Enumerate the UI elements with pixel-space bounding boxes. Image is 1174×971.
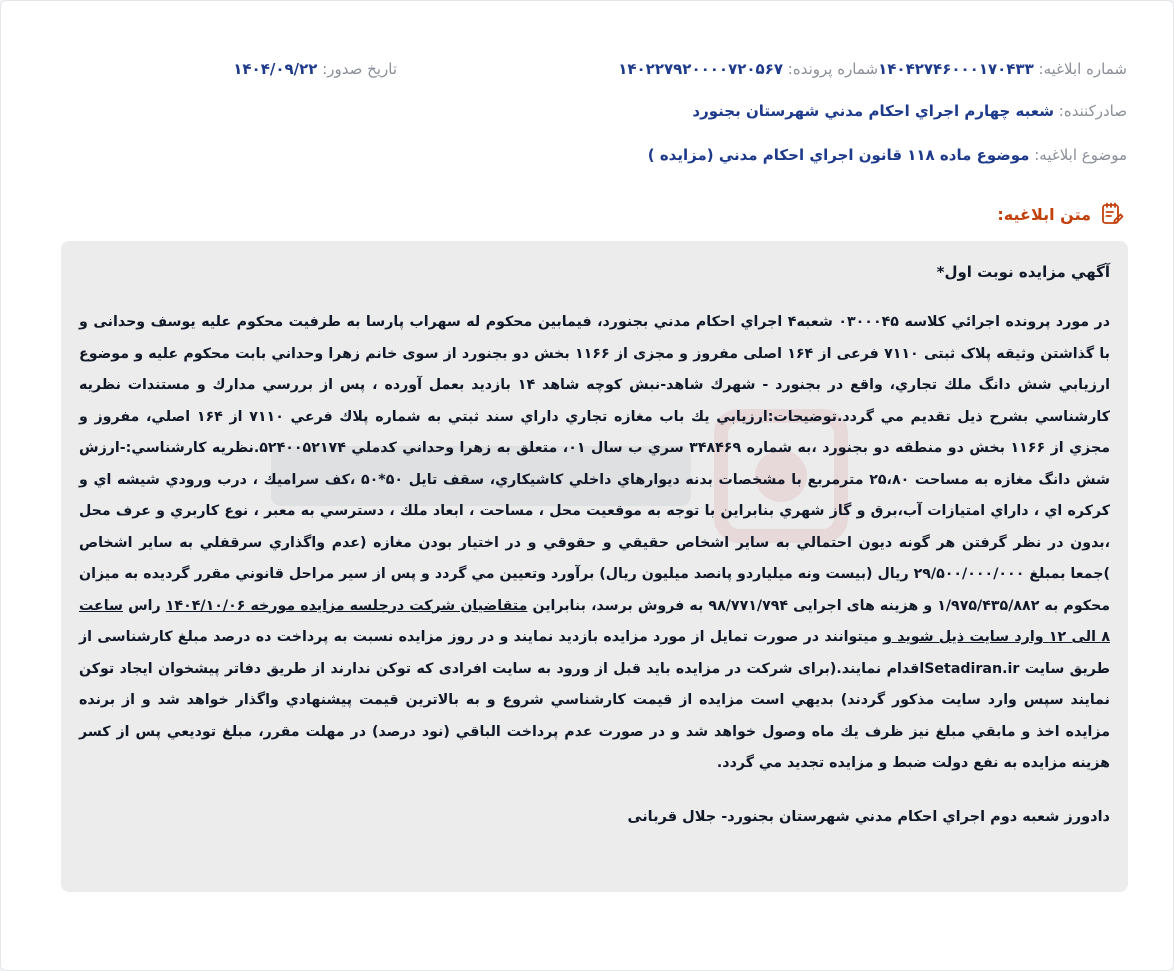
case-number xyxy=(618,57,878,81)
case-number-value: ۱۴۰۲۲۷۹۲۰۰۰۰۷۲۰۵۶۷ xyxy=(618,60,783,78)
notice-body-part-3: ميتوانند در صورت تمايل از مورد مزايده بازديد نمايند و در روز مزايده نسبت به پرداخت ده درصد مبلغ كارشناسی از طريق سايت Setadiran.irاقدام نمايند.(برای شركت در مزايده بايد قبل از ورود به سايت افرادی كه توكن ندارند از طريق دفاتر پيشخوان ايجاد توكن نمايند سپس وارد سايت مذكور گردند) بديهي است مزايده از قيمت كارشناسي شروع و به بالاترين قيمت پيشنهادي واگذار خواهد شد و از برنده مزايده اخذ و مابقي مبلغ نيز ظرف يك ماه وصول خواهد شد و در صورت عدم پرداخت الباقي (نود درصد) در مهلت مقرر، مبلغ توديعي پس از كسر هزينه مزايده به نفع دولت ضبط و مزايده تجديد مي گردد. xyxy=(79,629,1110,771)
notice-text-section-title xyxy=(997,201,1125,227)
issuer-label: صادرکننده: xyxy=(1058,102,1127,120)
subject-row xyxy=(648,143,1127,167)
notice-body xyxy=(79,307,1110,780)
section-title-label: متن ابلاغيه: xyxy=(997,204,1091,224)
document-edit-icon xyxy=(1099,201,1125,227)
notice-number-value: ۱۴۰۴۲۷۴۶۰۰۰۱۷۰۴۳۳ xyxy=(878,60,1034,78)
auction-time-underlined: ساعت ۸ الی ۱۲ وارد سايت ذيل شويد و xyxy=(79,597,1110,645)
issue-date-label: تاريخ صدور: xyxy=(322,60,397,78)
notice-signature: دادورز شعبه دوم اجراي احكام مدني شهرستان بجنورد- جلال قربانی xyxy=(627,808,1110,825)
auction-date-underlined: متقاضيان شركت درجلسه مزايده مورخه ۱۴۰۴/۱۰/۰۶ xyxy=(165,597,528,614)
issuer-value: شعبه چهارم اجراي احكام مدني شهرستان بجنورد xyxy=(692,102,1054,120)
issue-date-value: ۱۴۰۴/۰۹/۲۲ xyxy=(233,60,318,78)
notice-number-label: شماره ابلاغيه: xyxy=(1038,60,1127,78)
issue-date-block xyxy=(233,57,397,81)
subject-label: موضوع ابلاغيه: xyxy=(1034,146,1127,164)
notice-heading: آگهي مزايده نوبت اول* xyxy=(936,263,1110,281)
header-row-numbers xyxy=(47,57,1127,81)
notice-content-box xyxy=(61,241,1128,892)
case-number-label: شماره پرونده: xyxy=(787,60,879,78)
issuer-row xyxy=(692,99,1127,123)
notice-body-part-2: راس xyxy=(123,597,166,614)
notice-body-part-1: در مورد پرونده اجرائي كلاسه ۰۳۰۰۰۴۵ شعبه۴ اجراي احكام مدني بجنورد، فيمابين محكوم له سهراب پارسا به طرفيت محكوم عليه يوسف وحدانی و با گذاشتن وثيقه پلاک ثبتی ۷۱۱۰ فرعی از ۱۶۴ اصلی مفروز و مجزی از ۱۱۶۶ بخش دو بجنورد از سوی خانم زهرا وحداني بابت محكوم عليه و موضوع ارزيابي شش دانگ ملك تجاري، واقع در بجنورد - شهرك شاهد-نبش كوچه شاهد ۱۴ بازديد بعمل آورده ، پس از بررسي مدارك و مستندات نظريه كارشناسي بشرح ذيل تقديم مي گردد.توضيحات:ارزيابي يك باب مغازه تجاري داراي سند ثبتي به شماره پلاك فرعي ۷۱۱۰ از ۱۶۴ اصلي، مفروز و مجزي از ۱۱۶۶ بخش دو منطقه دو بجنورد ،به شماره ۳۴۸۴۶۹ سري ب سال ۰۱، متعلق به زهرا وحداني كدملي ۵۲۴۰۰۵۲۱۷۴.نظريه كارشناسي:-ارزش شش دانگ مغازه به مساحت ۲۵،۸۰ مترمربع با مشخصات بدنه ديوارهاي داخلي كاشيكاري، سقف تايل ۵۰*۵۰ ،كف سراميك ، درب ورودي شيشه اي و كركره اي ، داراي امتيازات آب،برق و گاز شهري بنابراين با توجه به موقعيت محل ، مساحت ، ابعاد ملك ، دسترسي به معبر ، نوع كاربري و عرف محل ،بدون در نظر گرفتن هر گونه ديون احتمالي به ساير اشخاص حقيقي و حقوقي و در اختيار بودن مغازه (عدم واگذاري سرقفلي به ساير اشخاص )جمعا بمبلغ ۲۹/۵۰۰/۰۰۰/۰۰۰ ريال (بيست ونه ميلياردو پانصد ميليون ريال) برآورد وتعيين مي گردد و پس از سير مراحل قانوني مقرر گرديده به ميزان محكوم به ۱/۹۷۵/۴۳۵/۸۸۲ و هزينه های اجرایی ۹۸/۷۷۱/۷۹۴ به فروش برسد، بنابراين xyxy=(79,314,1111,614)
subject-value: موضوع ماده ۱۱۸ قانون اجراي احكام مدني (مزايده ) xyxy=(647,146,1030,164)
notice-number xyxy=(878,57,1127,81)
